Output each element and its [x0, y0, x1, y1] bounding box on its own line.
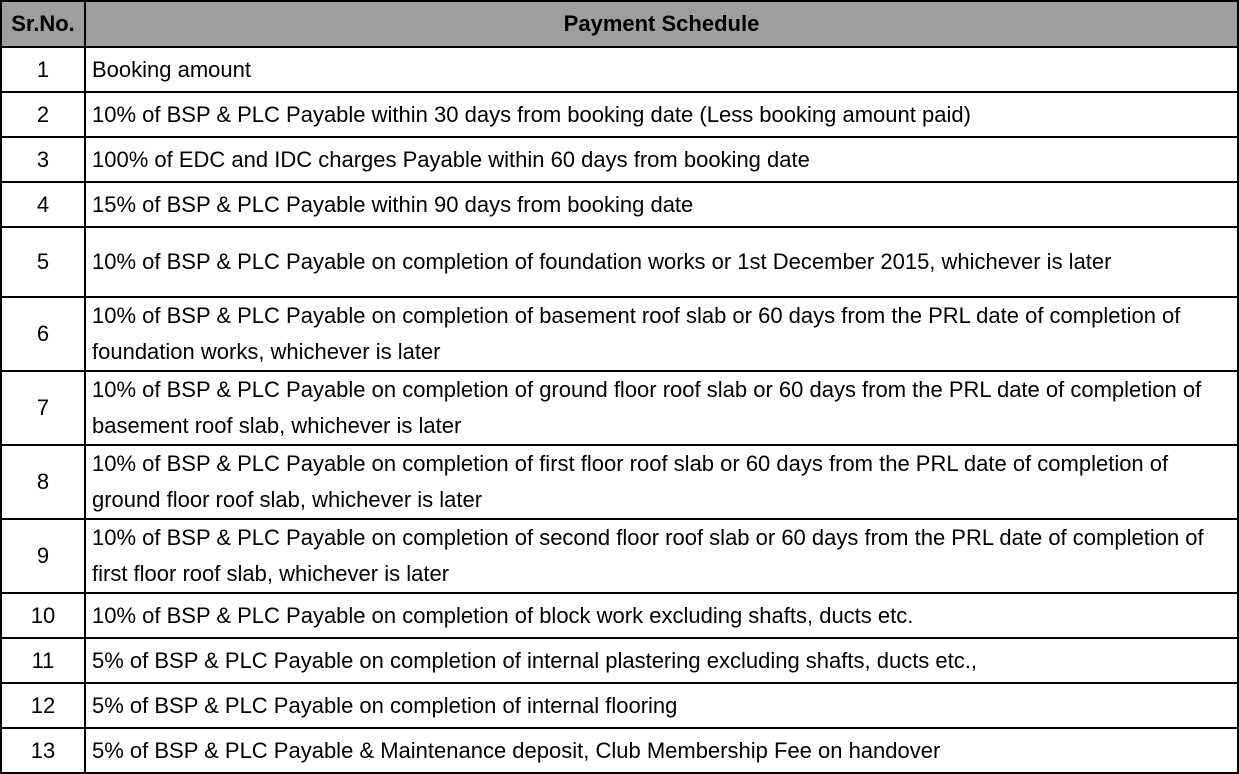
sr-no-cell: 4 — [1, 182, 85, 227]
table-header-row — [1, 1, 1238, 47]
sr-no-cell: 11 — [1, 638, 85, 683]
payment-term-cell: Booking amount — [85, 47, 1238, 92]
payment-term-cell: 5% of BSP & PLC Payable & Maintenance deposit, Club Membership Fee on handover — [85, 728, 1238, 773]
payment-term-cell: 10% of BSP & PLC Payable on completion of basement roof slab or 60 days from the PRL date of completion of foundation works, whichever is later — [85, 297, 1238, 371]
table-row — [1, 297, 1238, 371]
table-row — [1, 519, 1238, 593]
payment-term-cell: 10% of BSP & PLC Payable on completion of foundation works or 1st December 2015, whichever is later — [85, 227, 1238, 297]
sr-no-cell: 12 — [1, 683, 85, 728]
payment-term-cell: 10% of BSP & PLC Payable on completion of ground floor roof slab or 60 days from the PRL date of completion of basement roof slab, whichever is later — [85, 371, 1238, 445]
payment-term-cell: 100% of EDC and IDC charges Payable within 60 days from booking date — [85, 137, 1238, 182]
table-row — [1, 182, 1238, 227]
table-row — [1, 445, 1238, 519]
table-row — [1, 137, 1238, 182]
sr-no-cell: 8 — [1, 445, 85, 519]
payment-term-cell: 10% of BSP & PLC Payable on completion of block work excluding shafts, ducts etc. — [85, 593, 1238, 638]
sr-no-cell: 5 — [1, 227, 85, 297]
table-row — [1, 47, 1238, 92]
sr-no-cell: 7 — [1, 371, 85, 445]
payment-term-cell: 15% of BSP & PLC Payable within 90 days from booking date — [85, 182, 1238, 227]
table-row — [1, 683, 1238, 728]
table-row — [1, 371, 1238, 445]
table-row — [1, 92, 1238, 137]
table-row — [1, 638, 1238, 683]
sr-no-cell: 10 — [1, 593, 85, 638]
payment-schedule-header: Payment Schedule — [85, 1, 1238, 47]
table-row — [1, 227, 1238, 297]
table-row — [1, 728, 1238, 773]
sr-no-header: Sr.No. — [1, 1, 85, 47]
payment-term-cell: 10% of BSP & PLC Payable within 30 days from booking date (Less booking amount paid) — [85, 92, 1238, 137]
sr-no-cell: 6 — [1, 297, 85, 371]
sr-no-cell: 2 — [1, 92, 85, 137]
payment-term-cell: 10% of BSP & PLC Payable on completion of first floor roof slab or 60 days from the PRL date of completion of ground floor roof slab, whichever is later — [85, 445, 1238, 519]
sr-no-cell: 9 — [1, 519, 85, 593]
payment-term-cell: 10% of BSP & PLC Payable on completion of second floor roof slab or 60 days from the PRL date of completion of first floor roof slab, whichever is later — [85, 519, 1238, 593]
sr-no-cell: 3 — [1, 137, 85, 182]
sr-no-cell: 13 — [1, 728, 85, 773]
sr-no-cell: 1 — [1, 47, 85, 92]
payment-term-cell: 5% of BSP & PLC Payable on completion of internal plastering excluding shafts, ducts etc., — [85, 638, 1238, 683]
payment-term-cell: 5% of BSP & PLC Payable on completion of internal flooring — [85, 683, 1238, 728]
table-row — [1, 593, 1238, 638]
